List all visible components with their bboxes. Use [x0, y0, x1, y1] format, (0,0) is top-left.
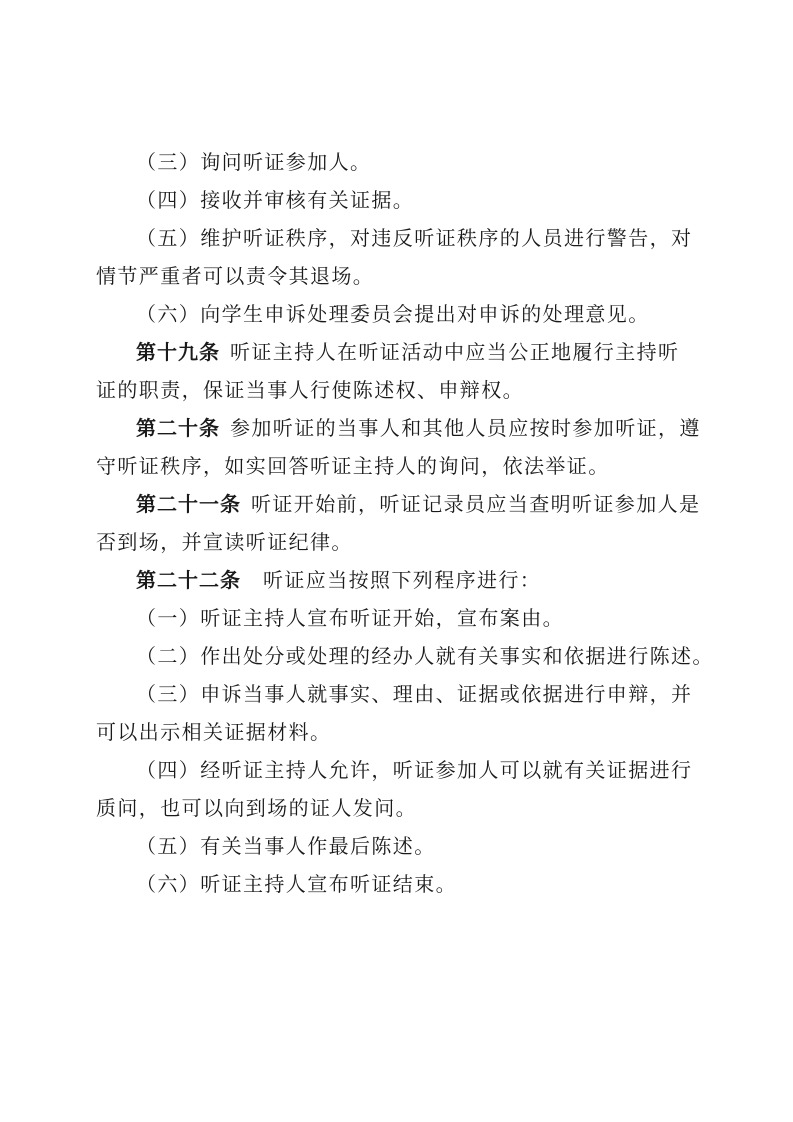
article-20-text: 参加听证的当事人和其他人员应按时参加听证，遵	[230, 416, 701, 440]
article-22-item-6: （六）听证主持人宣布听证结束。	[136, 872, 457, 896]
article-22-text: 听证应当按照下列程序进行：	[263, 568, 542, 592]
article-22-line-1	[96, 561, 702, 599]
article-19-line-2: 证的职责，保证当事人行使陈述权、申辩权。	[96, 378, 524, 402]
article-22-heading: 第二十二条	[136, 568, 241, 592]
paragraph-item-5-line-2: 情节严重者可以责令其退场。	[96, 264, 375, 288]
article-21-line-1	[96, 485, 702, 523]
article-22-item-3-line-1: （三）申诉当事人就事实、理由、证据或依据进行申辩，并	[136, 682, 693, 706]
paragraph-item-5-line-1: （五）维护听证秩序，对违反听证秩序的人员进行警告，对	[136, 226, 693, 250]
paragraph-item-4: （四）接收并审核有关证据。	[136, 188, 415, 212]
article-19-text: 听证主持人在听证活动中应当公正地履行主持听	[230, 340, 680, 364]
paragraph-item-3: （三）询问听证参加人。	[136, 150, 372, 174]
article-20-line-2: 守听证秩序，如实回答听证主持人的询问，依法举证。	[96, 454, 610, 478]
article-22-item-3-line-2: 可以出示相关证据材料。	[96, 720, 332, 744]
article-19-heading: 第十九条	[136, 340, 220, 364]
document-body	[96, 143, 714, 903]
article-22-item-4-line-2: 质问，也可以向到场的证人发问。	[96, 796, 417, 820]
article-22-item-4-line-1: （四）经听证主持人允许，听证参加人可以就有关证据进行	[136, 758, 693, 782]
article-22-item-1: （一）听证主持人宣布听证开始，宣布案由。	[136, 606, 564, 630]
article-20-line-1	[96, 409, 702, 447]
article-21-text: 听证开始前，听证记录员应当查明听证参加人是	[251, 492, 701, 516]
paragraph-item-6: （六）向学生申诉处理委员会提出对申诉的处理意见。	[136, 302, 650, 326]
article-19-line-1	[96, 333, 702, 371]
article-22-item-2: （二）作出处分或处理的经办人就有关事实和依据进行陈述。	[136, 644, 714, 668]
article-20-heading: 第二十条	[136, 416, 220, 440]
article-21-line-2: 否到场，并宣读听证纪律。	[96, 530, 353, 554]
article-22-item-5: （五）有关当事人作最后陈述。	[136, 834, 436, 858]
article-21-heading: 第二十一条	[136, 492, 241, 516]
